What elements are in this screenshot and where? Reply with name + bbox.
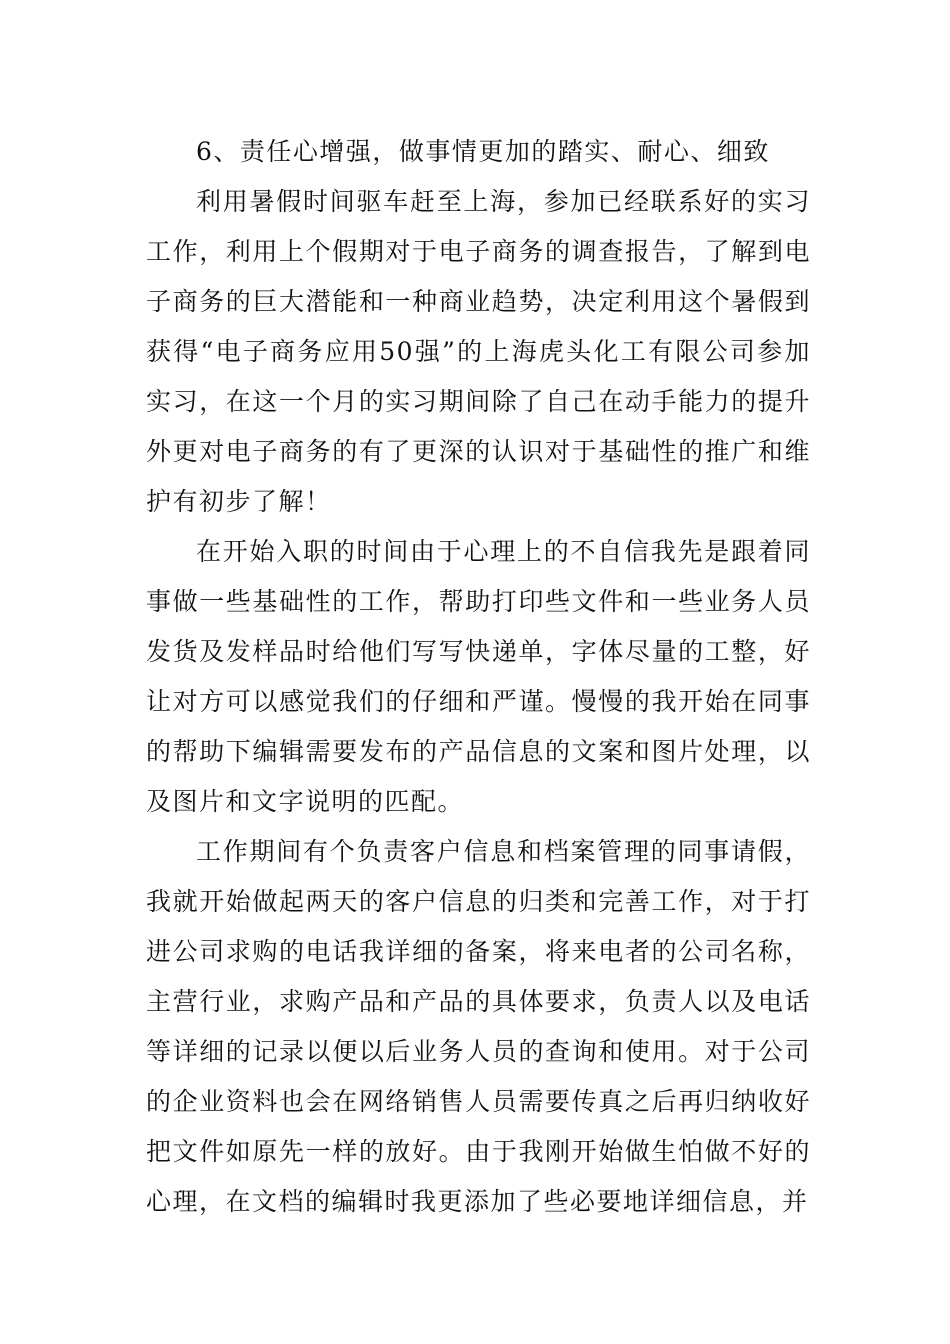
paragraph-onboarding: 在开始入职的时间由于心理上的不自信我先是跟着同事做一些基础性的工作，帮助打印些文件和一些业务人员发货及发样品时给他们写写快递单，字体尽量的工整，好让对方可以感觉我们的仔细和严谨。慢慢的我开始在同事的帮助下编辑需要发布的产品信息的文案和图片处理，以及图片和文字说明的匹配。 — [146, 537, 811, 816]
paragraph-heading-item-6: 6、责任心增强，做事情更加的踏实、耐心、细致 — [196, 137, 770, 166]
paragraph-internship-intro: 利用暑假时间驱车赶至上海，参加已经联系好的实习工作，利用上个假期对于电子商务的调查报告，了解到电子商务的巨大潜能和一种商业趋势，决定利用这个暑假到获得“电子商务应用50强”的上海虎头化工有限公司参加实习，在这一个月的实习期间除了自己在动手能力的提升外更对电子商务的有了更深的认识对于基础性的推广和维护有初步了解！ — [146, 187, 811, 516]
document-body — [146, 127, 811, 1227]
paragraph-customer-records: 工作期间有个负责客户信息和档案管理的同事请假，我就开始做起两天的客户信息的归类和完善工作，对于打进公司求购的电话我详细的备案，将来电者的公司名称，主营行业，求购产品和产品的具体要求，负责人以及电话等详细的记录以便以后业务人员的查询和使用。对于公司的企业资料也会在网络销售人员需要传真之后再归纳收好把文件如原先一样的放好。由于我刚开始做生怕做不好的心理，在文档的编辑时我更添加了些必要地详细信息，并 — [146, 837, 811, 1216]
